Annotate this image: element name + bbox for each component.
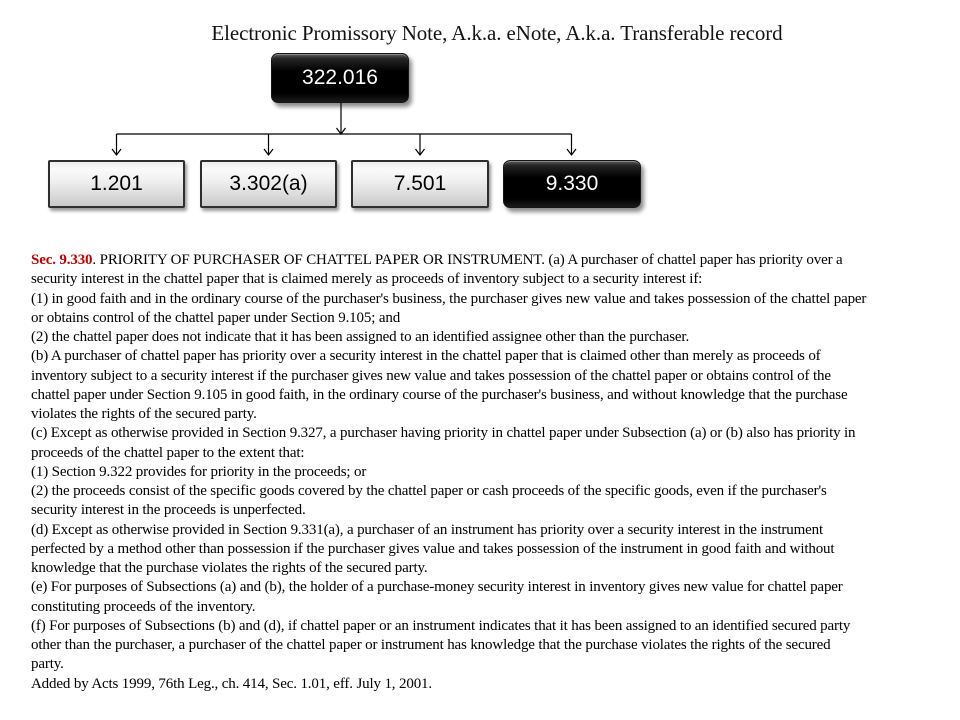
statute-line: (1) Section 9.322 provides for priority in the proceeds; or	[31, 463, 367, 480]
statute-line: party.	[31, 656, 64, 673]
statute-line: (c) Except as otherwise provided in Section 9.327, a purchaser having priority in chattel paper under Subsection (a) or (b) also has priority in	[31, 425, 856, 442]
statute-line: other than the purchaser, a purchaser of the chattel paper or instrument has knowledge that the purchase violates the rights of the secured	[31, 637, 831, 653]
section-label: Sec. 9.330	[31, 252, 93, 268]
statute-line: (d) Except as otherwise provided in Section 9.331(a), a purchaser of an instrument has priority over a security interest in the instrument	[31, 521, 823, 538]
statute-line: (1) in good faith and in the ordinary course of the purchaser's business, the purchaser gives new value and takes possession of the chattel paper	[31, 290, 867, 307]
statute-line: (2) the chattel paper does not indicate that it has been assigned to an identified assignee other than the purchaser.	[31, 329, 690, 345]
statute-line: perfected by a method other than possession if the purchaser gives value and takes possession of the instrument in good faith and without	[31, 540, 835, 557]
arrowhead-root-icon	[337, 128, 346, 134]
chart-node-322-016: 322.016	[271, 53, 409, 103]
chart-node-7-501: 7.501	[351, 160, 489, 208]
statute-line-text: . PRIORITY OF PURCHASER OF CHATTEL PAPER OR INSTRUMENT. (a) A purchaser of chattel paper has priority over a	[92, 252, 843, 268]
slide-title: Electronic Promissory Note, A.k.a. eNote, A.k.a. Transferable record	[211, 21, 783, 45]
chart-node-9-330: 9.330	[503, 160, 641, 208]
statute-line: (b) A purchaser of chattel paper has priority over a security interest in the chattel paper that is claimed other than merely as proceeds of	[31, 348, 821, 365]
statute-line: (e) For purposes of Subsections (a) and (b), the holder of a purchase-money security interest in inventory gives new value for chattel paper	[31, 579, 843, 596]
statute-line: chattel paper under Section 9.105 in good faith, in the ordinary course of the purchaser's business, and without knowledge that the purchase	[31, 386, 848, 403]
statute-line: (2) the proceeds consist of the specific goods covered by the chattel paper or cash proceeds of the specific goods, even if the purchaser's	[31, 483, 827, 499]
statute-line: or obtains control of the chattel paper under Section 9.105; and	[31, 309, 401, 326]
statute-line: security interest in the chattel paper that is claimed merely as proceeds of inventory subject to a security interest if:	[31, 271, 703, 288]
arrowhead-2-icon	[264, 149, 273, 155]
statute-line: violates the rights of the secured party.	[31, 406, 257, 422]
statute-line: knowledge that the purchase violates the rights of the secured party.	[31, 560, 428, 576]
statute-line: inventory subject to a security interest if the purchaser gives new value and takes possession of the chattel paper or obtains control of the	[31, 367, 831, 384]
chart-node-1-201: 1.201	[48, 160, 185, 208]
statute-line: security interest in the proceeds is unperfected.	[31, 502, 306, 519]
statute-line	[31, 251, 943, 270]
statute-line: (f) For purposes of Subsections (b) and (d), if chattel paper or an instrument indicates that it has been assigned to an identified secured party	[31, 617, 851, 634]
arrowhead-1-icon	[112, 149, 121, 155]
chart-node-3-302a: 3.302(a)	[200, 160, 337, 208]
statute-line: constituting proceeds of the inventory.	[31, 598, 256, 615]
statute-line: proceeds of the chattel paper to the extent that:	[31, 444, 305, 461]
statute-line: Added by Acts 1999, 76th Leg., ch. 414, Sec. 1.01, eff. July 1, 2001.	[31, 675, 432, 692]
arrowhead-4-icon	[567, 149, 576, 155]
arrowhead-3-icon	[416, 149, 425, 155]
statute-text-block	[31, 251, 943, 694]
